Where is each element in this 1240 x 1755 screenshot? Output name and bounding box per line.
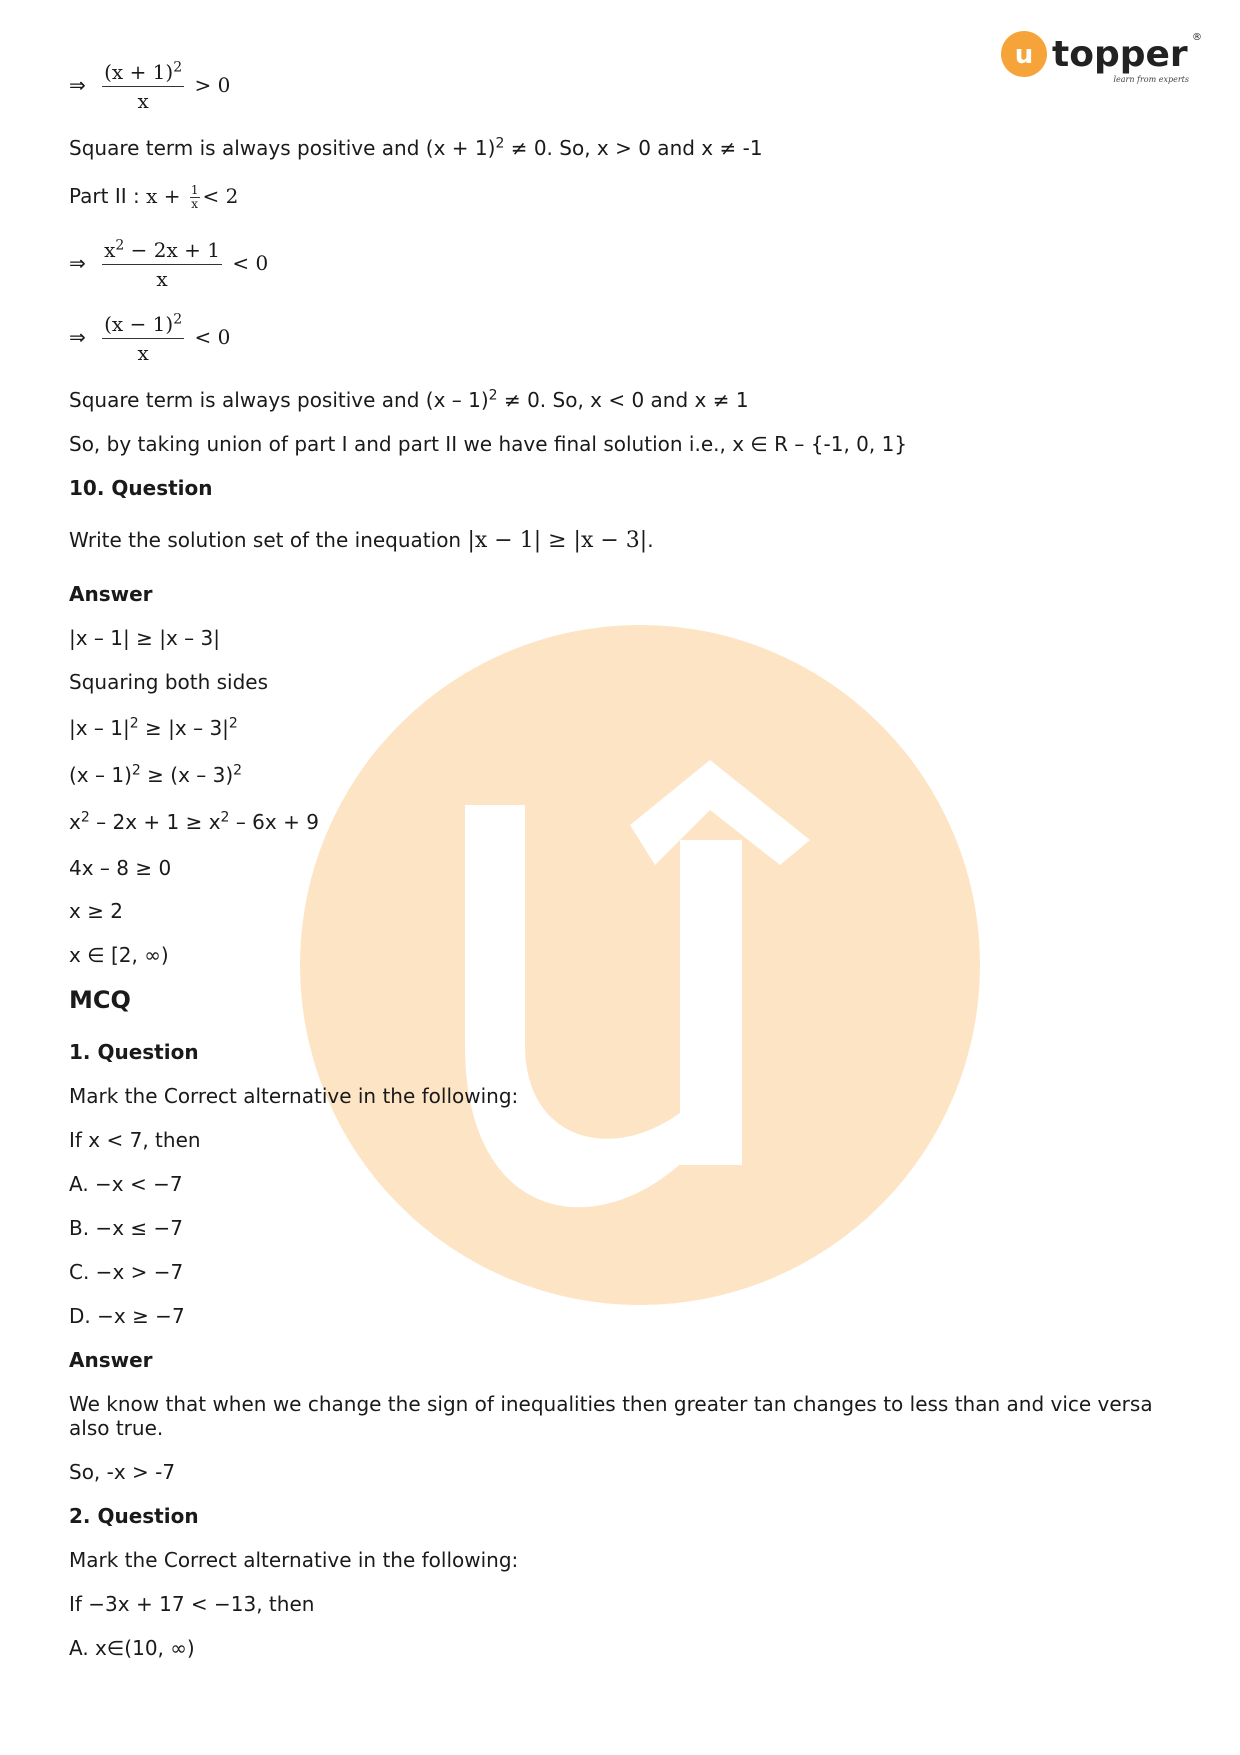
- question-stem: If −3x + 17 < −13, then: [69, 1592, 315, 1616]
- text-line: x ≥ 2: [69, 899, 124, 923]
- question-text: Write the solution set of the inequation |x − 1| ≥ |x − 3|.: [69, 528, 654, 553]
- question-heading: 1. Question: [69, 1040, 199, 1064]
- math-step-fraction: ⇒ $\frac{(x - 1)^2}{x}$ < 0: [69, 311, 231, 365]
- answer-heading: Answer: [69, 1348, 153, 1372]
- answer-final: So, -x > -7: [69, 1460, 176, 1484]
- answer-heading: Answer: [69, 582, 153, 606]
- svg-text:learn from experts: learn from experts: [1113, 75, 1189, 84]
- question-heading: 10. Question: [69, 476, 213, 500]
- text-line: (x – 1)$^2$ ≥ (x – 3)$^2$: [69, 762, 243, 787]
- text-line: $|x - 1|^2 \ge |x - 3|^2$: [69, 715, 238, 740]
- svg-text:®: ®: [1192, 32, 1202, 43]
- option: A. −x < −7: [69, 1172, 183, 1196]
- text-line: Square term is always positive and (x – 1)$^2$ ≠ 0. So, x < 0 and x ≠ 1: [69, 387, 749, 412]
- answer-text: We know that when we change the sign of inequalities then greater tan changes to less than and vice versa also true.: [69, 1392, 1153, 1440]
- math-step-fraction: ⇒ $\frac{(x + 1)^2}{x}$ > 0: [69, 59, 231, 113]
- watermark-logo: [300, 625, 980, 1305]
- fraction: $\frac{x^2 - 2x + 1}{x}$: [104, 237, 221, 291]
- option: C. −x > −7: [69, 1260, 184, 1284]
- question-heading: 2. Question: [69, 1504, 199, 1528]
- text-line: x ∈ [2, ∞): [69, 943, 169, 967]
- text-line: |x – 1| ≥ |x – 3|: [69, 626, 220, 650]
- text-line: 4x – 8 ≥ 0: [69, 856, 172, 880]
- option: A. x∈(10, ∞): [69, 1636, 195, 1660]
- question-stem: If x < 7, then: [69, 1128, 201, 1152]
- option: D. −x ≥ −7: [69, 1304, 185, 1328]
- svg-text:u: u: [1014, 40, 1034, 70]
- fraction: $\frac{(x - 1)^2}{x}$: [104, 311, 183, 365]
- option: B. −x ≤ −7: [69, 1216, 183, 1240]
- text-line: Square term is always positive and $(x + 1)^2 \ne 0$. So, x > 0 and x ≠ -1: [69, 135, 763, 160]
- text-line: $x^2 - 2x + 1 \ge x^2 - 6x + 9$: [69, 809, 319, 834]
- question-instruction: Mark the Correct alternative in the following:: [69, 1548, 519, 1572]
- text-line: So, by taking union of part I and part II we have final solution i.e., x ∈ R – {-1, 0, 1}: [69, 432, 908, 456]
- math-step-fraction: ⇒ $\frac{x^2 - 2x + 1}{x}$ < 0: [69, 237, 269, 291]
- svg-text:topper: topper: [1052, 34, 1188, 75]
- topper-logo-icon: [1000, 28, 1200, 92]
- fraction: $\frac{(x + 1)^2}{x}$: [104, 59, 183, 113]
- question-instruction: Mark the Correct alternative in the following:: [69, 1084, 519, 1108]
- text-line: Squaring both sides: [69, 670, 269, 694]
- part-two-line: Part II : x + $\frac{1}{x}$ < 2: [69, 183, 239, 211]
- section-heading: MCQ: [69, 986, 131, 1014]
- topper-logo: [1000, 28, 1200, 92]
- small-fraction: $\frac{1}{x}$: [190, 183, 199, 211]
